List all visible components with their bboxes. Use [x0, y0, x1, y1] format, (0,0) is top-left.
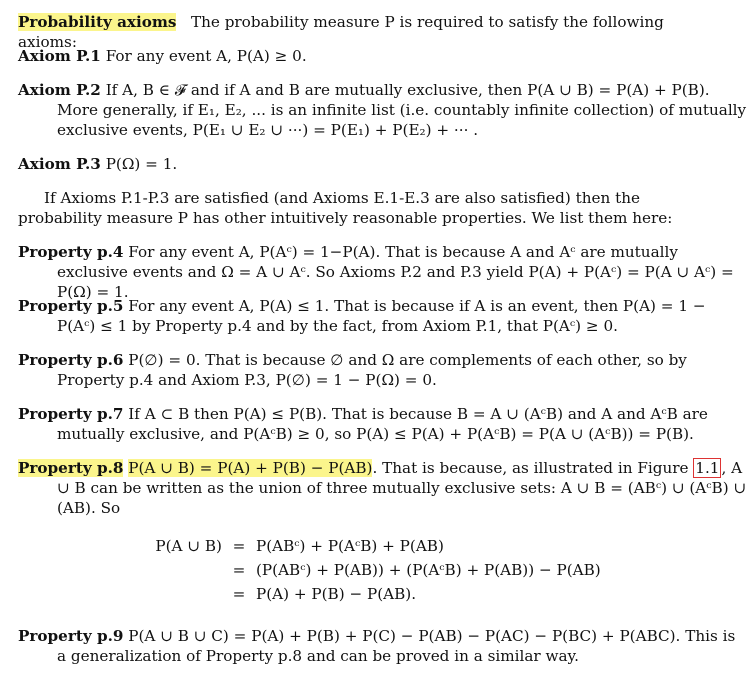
- equation-rhs: P(A) + P(B) − P(AB).: [256, 585, 417, 603]
- transition-paragraph: If Axioms P.1-P.3 are satisfied (and Axioms E.1-E.3 are also satisfied) then the probability measure P has other intuitively reasonable properties. We list them here:: [18, 189, 673, 227]
- equation-lhs: P(A ∪ B): [155, 537, 222, 555]
- property-text: For any event A, P(A) ≤ 1. That is because if A is an event, then P(A) = 1 − P(Aᶜ) ≤ 1 by Property p.4 and by the fact, from Axiom P.1, that P(Aᶜ) ≥ 0.: [57, 297, 706, 335]
- axiom-p2: [18, 80, 747, 140]
- property-text: For any event A, P(Aᶜ) = 1−P(A). That is because A and Aᶜ are mutually exclusive events and Ω = A ∪ Aᶜ. So Axioms P.2 and P.3 yield P(A) + P(Aᶜ) = P(A ∪ Aᶜ) = P(Ω) = 1.: [57, 243, 734, 301]
- property-p5: [18, 296, 747, 336]
- highlighted-formula: P(A ∪ B) = P(A) + P(B) − P(AB): [128, 459, 373, 477]
- axiom-text: If A, B ∈ 𝓕 and if A and B are mutually exclusive, then P(A ∪ B) = P(A) + P(B). More generally, if E₁, E₂, ... is an infinite list (i.e. countably infinite collection) of mutually exclusive events, P(E₁ ∪ E₂ ∪ ···) = P(E₁) + P(E₂) + ··· .: [57, 81, 747, 139]
- equation-row: [142, 558, 601, 582]
- property-label: Property p.9: [18, 627, 124, 645]
- equation-rhs: (P(ABᶜ) + P(AB)) + (P(AᶜB) + P(AB)) − P(AB): [256, 561, 601, 579]
- property-p8: [18, 458, 747, 518]
- property-p6: [18, 350, 747, 390]
- property-p4: [18, 242, 747, 302]
- property-p9: [18, 626, 747, 666]
- equals-sign: =: [232, 585, 246, 603]
- property-label: Property p.8: [18, 459, 124, 477]
- axiom-p1: [18, 46, 747, 66]
- figure-reference-link[interactable]: 1.1: [695, 459, 720, 477]
- axiom-label: Axiom P.3: [18, 155, 101, 173]
- property-text-part: . That is because, as illustrated in Figure: [372, 459, 694, 477]
- section-title: Probability axioms: [18, 13, 177, 31]
- equation-row: [142, 582, 601, 606]
- equation-row: [142, 534, 601, 558]
- section-intro-text: The probability measure P is required to satisfy the following axioms:: [18, 13, 664, 51]
- equals-sign: =: [232, 537, 246, 555]
- equals-sign: =: [232, 561, 246, 579]
- property-label: Property p.5: [18, 297, 124, 315]
- property-label: Property p.7: [18, 405, 124, 423]
- property-text-part: , A ∪ B can be written as the union of three mutually exclusive sets: A ∪ B = (ABᶜ) ∪ (AᶜB) ∪ (AB). So: [57, 459, 747, 517]
- axiom-text: P(Ω) = 1.: [105, 155, 178, 173]
- property-p7: [18, 404, 747, 444]
- property-label: Property p.6: [18, 351, 124, 369]
- axiom-label: Axiom P.2: [18, 81, 101, 99]
- axiom-text: For any event A, P(A) ≥ 0.: [105, 47, 307, 65]
- property-text: P(∅) = 0. That is because ∅ and Ω are complements of each other, so by Property p.4 and Axiom P.3, P(∅) = 1 − P(Ω) = 0.: [57, 351, 687, 389]
- axiom-p3: [18, 154, 747, 174]
- property-label: Property p.4: [18, 243, 124, 261]
- equation-rhs: P(ABᶜ) + P(AᶜB) + P(AB): [256, 537, 444, 555]
- axiom-label: Axiom P.1: [18, 47, 101, 65]
- property-text: P(A ∪ B ∪ C) = P(A) + P(B) + P(C) − P(AB) − P(AC) − P(BC) + P(ABC). This is a generalization of Property p.8 and can be proved in a similar way.: [57, 627, 736, 665]
- display-equation: [142, 534, 601, 606]
- property-text: If A ⊂ B then P(A) ≤ P(B). That is because B = A ∪ (AᶜB) and A and AᶜB are mutually exclusive, and P(AᶜB) ≥ 0, so P(A) ≤ P(A) + P(AᶜB) = P(A ∪ (AᶜB)) = P(B).: [57, 405, 708, 443]
